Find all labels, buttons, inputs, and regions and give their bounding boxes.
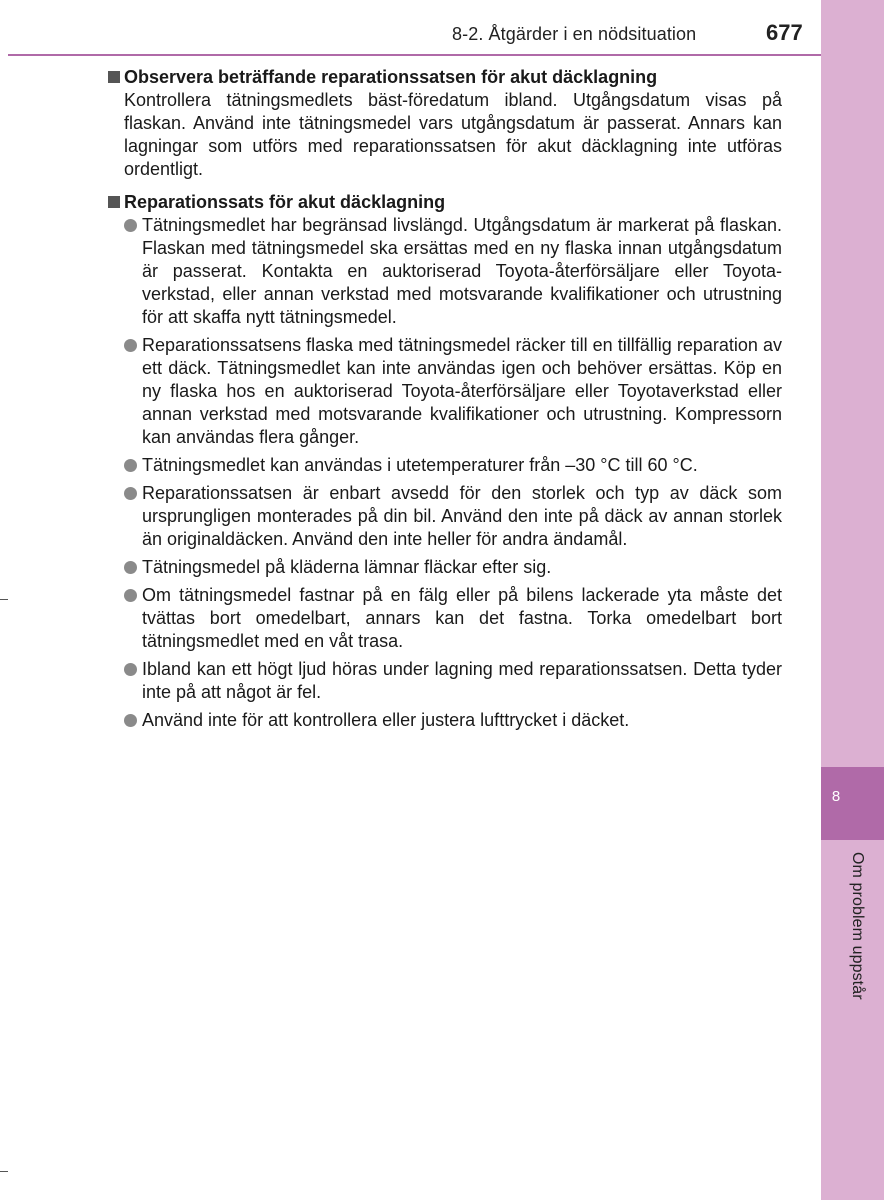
list-item: Reparationssatsen är enbart avsedd för den storlek och typ av däck som ursprungligen monterades på din bil. Använd den inte på däck av annan storlek än originaldäcken. Använd den inte heller för andra ändamål. [108, 482, 782, 551]
bullet-list [108, 214, 782, 732]
bullet-dot-icon [124, 589, 137, 602]
list-item: Om tätningsmedel fastnar på en fälg eller på bilens lackerade yta måste det tvättas bort omedelbart, annars kan det fastna. Torka omedelbart bort tätningsmedlet med en våt trasa. [108, 584, 782, 653]
bullet-dot-icon [124, 339, 137, 352]
list-item: Tätningsmedlet kan användas i utetemperaturer från –30 °C till 60 °C. [108, 454, 782, 477]
crop-mark [0, 1171, 8, 1172]
section-heading-text: Observera beträffande reparationssatsen för akut däcklagning [124, 67, 658, 87]
bullet-dot-icon [124, 487, 137, 500]
page-number: 677 [766, 20, 803, 45]
chapter-number: 8 [831, 788, 841, 805]
side-tab [821, 0, 884, 1200]
list-item: Tätningsmedel på kläderna lämnar fläckar efter sig. [108, 556, 782, 579]
section-title: 8-2. Åtgärder i en nödsituation [452, 24, 697, 44]
list-item: Ibland kan ett högt ljud höras under lagning med reparationssatsen. Detta tyder inte på att något är fel. [108, 658, 782, 704]
list-item: Använd inte för att kontrollera eller justera lufttrycket i däcket. [108, 709, 782, 732]
square-bullet-icon [108, 71, 120, 83]
bullet-dot-icon [124, 663, 137, 676]
header-divider [8, 54, 821, 56]
section-heading-text: Reparationssats för akut däcklagning [124, 192, 446, 212]
paragraph: Kontrollera tätningsmedlets bäst-föredatum ibland. Utgångsdatum visas på flaskan. Använd inte tätningsmedel vars utgångsdatum är passerat. Annars kan lagningar som utförs med reparationssatsen för akut däcklagning inte utföras ordentligt. [124, 90, 782, 179]
bullet-dot-icon [124, 561, 137, 574]
bullet-dot-icon [124, 714, 137, 727]
bullet-dot-icon [124, 219, 137, 232]
section-heading [108, 66, 782, 89]
list-item: Reparationssatsens flaska med tätningsmedel räcker till en tillfällig reparation av ett däck. Tätningsmedlet kan inte användas igen och behöver ersättas. Köp en ny flaska hos en auktoriserad Toyota-återförsäljare eller Toyotaverkstad eller annan verkstad med motsvarande kvalifikationer och utrustning. Kompressorn kan användas flera gånger. [108, 334, 782, 449]
crop-mark [0, 599, 8, 600]
section-heading [108, 191, 782, 214]
bullet-dot-icon [124, 459, 137, 472]
page-content [108, 66, 782, 737]
square-bullet-icon [108, 196, 120, 208]
chapter-label: Om problem uppstår [849, 852, 866, 1000]
list-item: Tätningsmedlet har begränsad livslängd. Utgångsdatum är markerat på flaskan. Flaskan med tätningsmedel ska ersättas med en ny flaska innan utgångsdatum är passerat. Kontakta en auktoriserad Toyota-återförsäljare eller Toyota-verkstad, eller annan verkstad med motsvarande kvalifikationer och utrustning för att skaffa nytt tätningsmedel. [108, 214, 782, 329]
